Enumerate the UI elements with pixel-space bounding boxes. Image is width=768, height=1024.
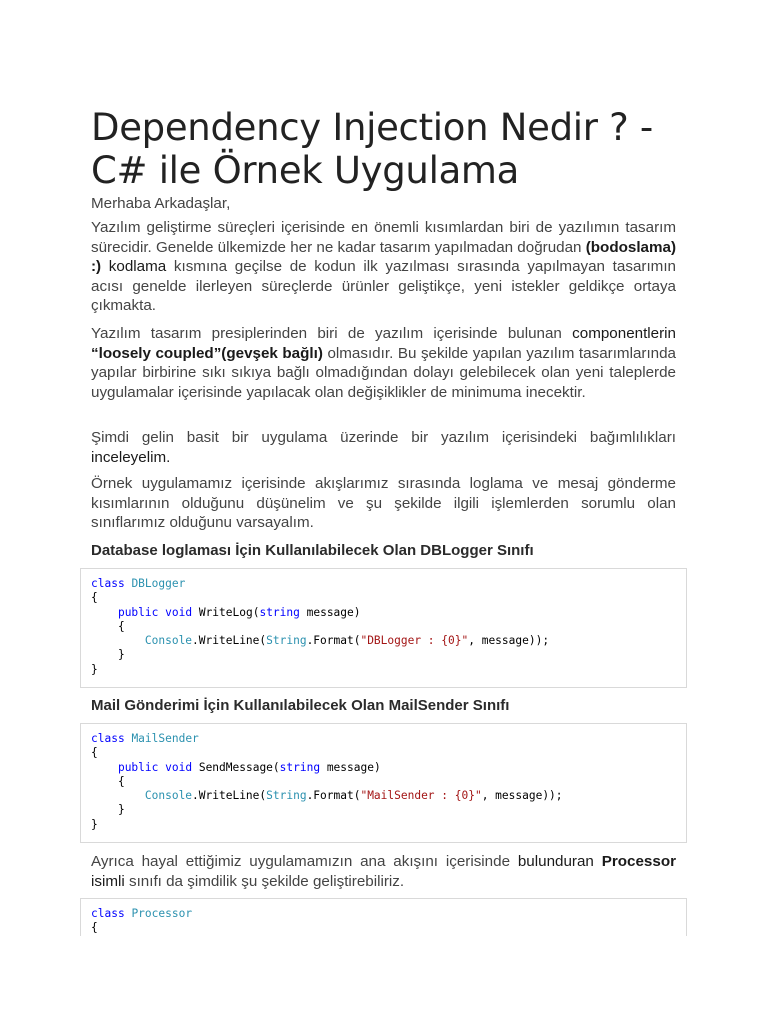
text: inceleyelim. — [91, 448, 171, 466]
text: olmasıdır. Bu şekilde yapılan yazılım tasarımlarında yapılar birbirine sıkı sıkıya bağlı olmadığından dolayı gelebilecek olan yeni taleplerde uygulamalar içerisinde yapılacak olan değişiklikler de minimuma inecektir. — [91, 344, 677, 401]
text: kodlama — [101, 258, 167, 276]
text: Yazılım tasarım presiplerinden biri de yazılım içerisinde bulunan — [91, 325, 573, 342]
text: Ayrıca hayal ettiğimiz uygulamamızın ana akışını içerisinde — [91, 853, 518, 870]
text: isimli — [91, 872, 125, 890]
heading-mailsender: Mail Gönderimi İçin Kullanılabilecek Olan MailSender Sınıfı — [91, 697, 510, 714]
code-block-mailsender: class MailSender { public void SendMessage(string message) { Console.WriteLine(String.Format("MailSender : {0}", message)); } } — [80, 723, 687, 843]
text: kısmına geçilse de kodun ilk yazılması sırasında yapılmayan tasarımın acısı genelde ilerleyen süreçlerde ürünler geliştikçe, yeni istekler geldikçe ortaya çıkmakta. — [91, 258, 676, 315]
bold-text: (bodoslama) :) — [91, 238, 677, 276]
greeting: Merhaba Arkadaşlar, — [91, 195, 231, 212]
text: sınıfı da şimdilik şu şekilde geliştirebiliriz. — [124, 872, 405, 890]
heading-dblogger: Database loglaması İçin Kullanılabilecek Olan DBLogger Sınıfı — [91, 542, 534, 559]
code-block-dblogger: class DBLogger { public void WriteLog(string message) { Console.WriteLine(String.Format("DBLogger : {0}", message)); } } — [80, 568, 687, 688]
paragraph-example: Örnek uygulamamız içerisinde akışlarımız sırasında loglama ve mesaj gönderme kısımlarının olduğunu düşünelim ve şu şekilde ilgili işlemlerden sorumlu olan sınıflarımız olduğunu varsayalım. — [91, 475, 676, 532]
bold-text: “loosely coupled”(gevşek bağlı) — [91, 344, 323, 362]
text: Şimdi gelin basit bir uygulama üzerinde bir yazılım içerisindeki bağımlılıkları — [91, 429, 676, 446]
paragraph-loose-coupling — [91, 324, 676, 402]
text: componentlerin — [572, 325, 676, 342]
title-line-2: C# ile Örnek Uygulama — [91, 149, 520, 192]
paragraph-processor — [91, 852, 676, 891]
paragraph-dependencies — [91, 428, 676, 467]
text: Yazılım geliştirme süreçleri içerisinde en önemli kısımlardan biri de yazılımın tasarım sürecidir. Genelde ülkemizde her ne kadar tasarım yapılmadan doğrudan — [91, 219, 676, 256]
page-title — [91, 106, 691, 192]
code-block-processor: class Processor { — [80, 898, 687, 936]
paragraph-design-process — [91, 218, 676, 316]
bold-text: Processor — [593, 853, 677, 870]
title-line-1: Dependency Injection Nedir ? - — [91, 106, 653, 149]
text: bulunduran — [517, 853, 594, 870]
